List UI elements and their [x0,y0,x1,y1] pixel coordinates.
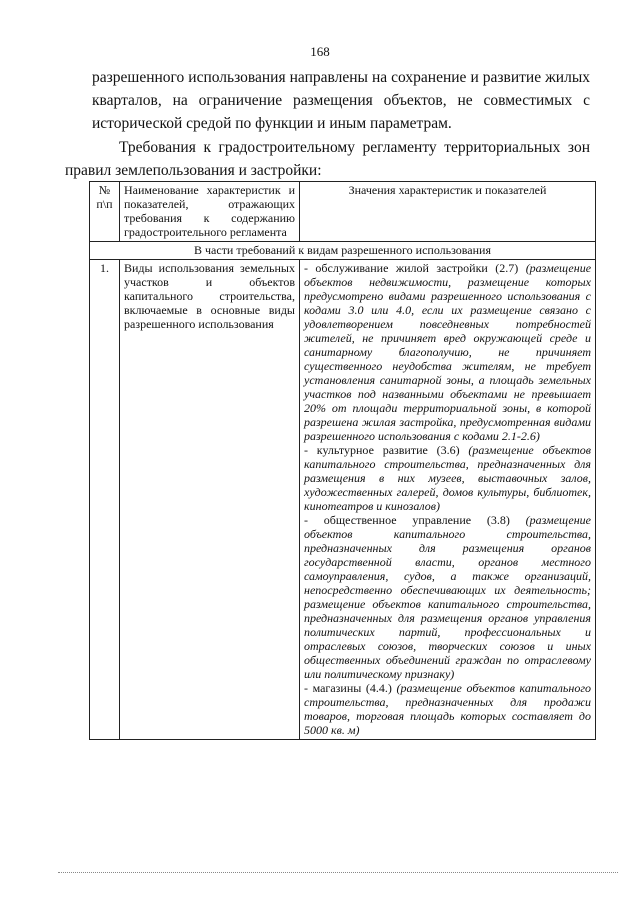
paragraph-line: исторической средой по функции и иным параметрам. [92,115,452,132]
paragraph-line: кварталов, на ограничение размещения объектов, не совместимых с [92,92,590,109]
paragraph-line: разрешенного использования направлены на сохранение и развитие жилых [92,69,590,86]
item-detail: (размещение объектов капитального строительства, предназначенных для размещения органов государственной власти, органов местного самоуправления, судов, а также организаций, непосредственно обеспечивающих их деятельность; размещение объектов капитального строительства, предназначенных для размещения органов управления политических партий, профессиональных и отраслевых союзов, творческих союзов и иных общественных объединений граждан по отраслевому или политическому признаку) [304,513,591,681]
list-item [304,261,591,443]
list-item [304,443,591,513]
item-lead: - культурное развитие (3.6) [304,443,460,457]
item-lead: - общественное управление (3.8) [304,513,510,527]
row-name-text: Виды использования земельных участков и объектов капитального строительства, включаемые в основные виды разрешенного использования [124,261,295,331]
header-name [120,182,300,242]
row-name [120,260,300,740]
section-row [90,242,596,260]
item-detail: (размещение объектов капитального строительства, предназначенных для продажи товаров, торговая площадь которых составляет до 5000 кв. м) [304,681,591,737]
item-lead: - обслуживание жилой застройки (2.7) [304,261,519,275]
paragraph-line: Требования к градостроительному регламенту территориальных зон [119,139,590,156]
header-values: Значения характеристик и показателей [300,182,596,242]
item-lead: - магазины (4.4.) [304,681,392,695]
section-title: В части требований к видам разрешенного использования [90,242,596,260]
item-detail: (размещение объектов недвижимости, размещение которых предусмотрено видами разрешенного использования с кодами 3.0 или 4.0, если их размещение связано с удовлетворением повседневных потребностей жителей, не причиняет вред окружающей среде и санитарному благополучию, не причиняет существенного неудобства жителям, не требует установления санитарной зоны, а площадь земельных участков под названными объектами не превышает 20% от площади территориальной зоны, в которой разрешена жилая застройка, предусмотренная видами разрешенного использования с кодами 2.1-2.6) [304,261,592,443]
list-item [304,513,591,681]
table-header-row [90,182,596,242]
page-number: 168 [310,44,330,59]
header-number: № п\п [90,182,120,242]
row-values [300,260,596,740]
table-row [90,260,596,740]
requirements-paragraph [65,136,590,182]
regulation-table [89,181,596,740]
header-name-text: Наименование характеристик и показателей, отражающих требования к содержанию градостроительного регламента [124,183,295,239]
page-bottom-divider [58,872,618,873]
item-detail: (размещение объектов капитального строительства, предназначенных для размещения в них музеев, выставочных залов, художественных галерей, домов культуры, библиотек, кинотеатров и кинозалов) [304,443,591,513]
list-item [304,681,591,737]
intro-paragraph [92,66,590,135]
paragraph-line: правил землепользования и застройки: [65,162,322,179]
row-number: 1. [90,260,120,740]
